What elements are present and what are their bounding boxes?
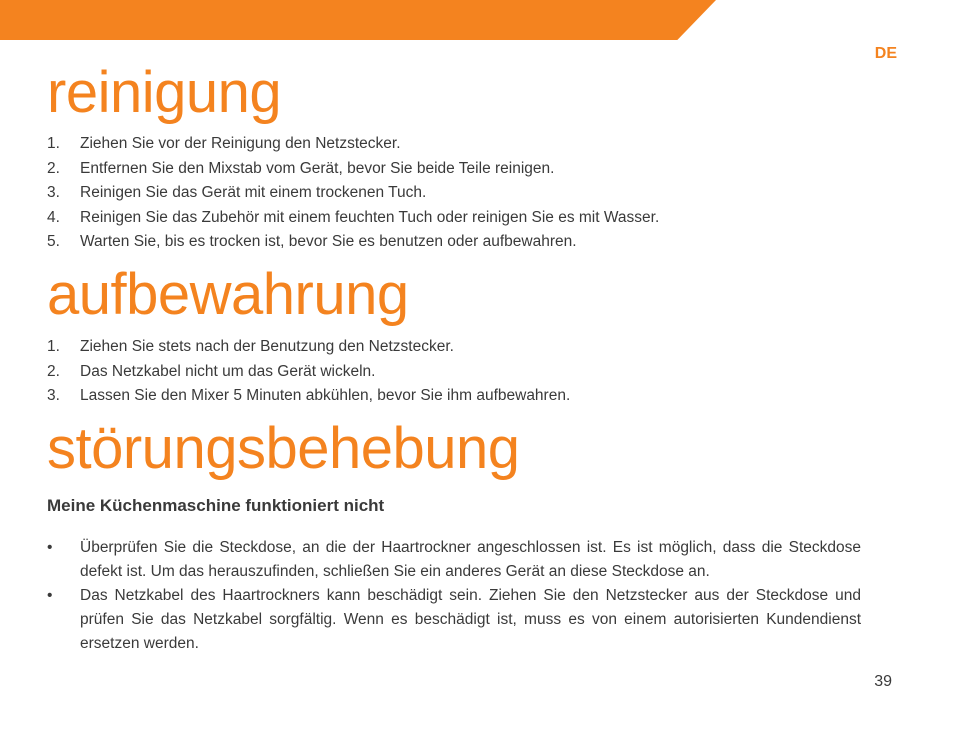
section-title-aufbewahrung: aufbewahrung — [47, 262, 409, 327]
list-number: 1. — [47, 338, 60, 355]
list-item — [47, 536, 861, 584]
page-number: 39 — [874, 673, 892, 690]
header-band — [0, 0, 716, 40]
list-item — [47, 335, 867, 360]
list-item — [47, 132, 867, 157]
section-title-reinigung: reinigung — [47, 60, 282, 125]
list-text: Das Netzkabel nicht um das Gerät wickeln. — [80, 362, 376, 380]
list-text: Reinigen Sie das Gerät mit einem trockenen Tuch. — [80, 184, 427, 201]
list-number: 5. — [47, 233, 60, 250]
list-number: 2. — [47, 362, 60, 380]
language-label: DE — [874, 45, 897, 62]
list-item — [47, 181, 867, 206]
list-item — [47, 157, 867, 182]
cleaning-steps — [47, 132, 867, 255]
list-text: Überprüfen Sie die Steckdose, an die der Haartrockner angeschlossen ist. Es ist möglich, dass die Steckdose defekt ist. Um das herauszufinden, schließen Sie ein anderes Gerät an diese Steckdose an. — [80, 539, 861, 580]
troubleshooting-subheading: Meine Küchenmaschine funktioniert nicht — [47, 496, 385, 515]
bullet-mark: • — [47, 587, 53, 604]
list-text: Warten Sie, bis es trocken ist, bevor Sie es benutzen oder aufbewahren. — [80, 233, 577, 250]
list-text: Das Netzkabel des Haartrockners kann beschädigt sein. Ziehen Sie den Netzstecker aus der Steckdose und prüfen Sie das Netzkabel sorgfältig. Wenn es beschädigt ist, muss es von einem autorisierten Kundendienst ersetzen werden. — [80, 587, 861, 652]
list-text: Reinigen Sie das Zubehör mit einem feuchten Tuch oder reinigen Sie es mit Wasser. — [80, 208, 660, 226]
list-text: Ziehen Sie vor der Reinigung den Netzstecker. — [80, 135, 401, 152]
section-title-stoerungsbehebung: störungsbehebung — [47, 416, 520, 481]
list-item — [47, 206, 867, 231]
list-number: 3. — [47, 184, 60, 201]
list-text: Ziehen Sie stets nach der Benutzung den Netzstecker. — [80, 338, 454, 355]
troubleshooting-list — [47, 536, 861, 656]
list-number: 1. — [47, 135, 60, 152]
list-number: 2. — [47, 159, 60, 177]
list-text: Entfernen Sie den Mixstab vom Gerät, bevor Sie beide Teile reinigen. — [80, 159, 555, 177]
list-item — [47, 384, 867, 409]
storage-steps — [47, 335, 867, 409]
list-item — [47, 584, 861, 656]
list-number: 3. — [47, 387, 60, 404]
list-text: Lassen Sie den Mixer 5 Minuten abkühlen, bevor Sie ihm aufbewahren. — [80, 387, 571, 404]
list-item — [47, 360, 867, 385]
list-number: 4. — [47, 208, 60, 226]
bullet-mark: • — [47, 539, 53, 556]
list-item — [47, 230, 867, 255]
